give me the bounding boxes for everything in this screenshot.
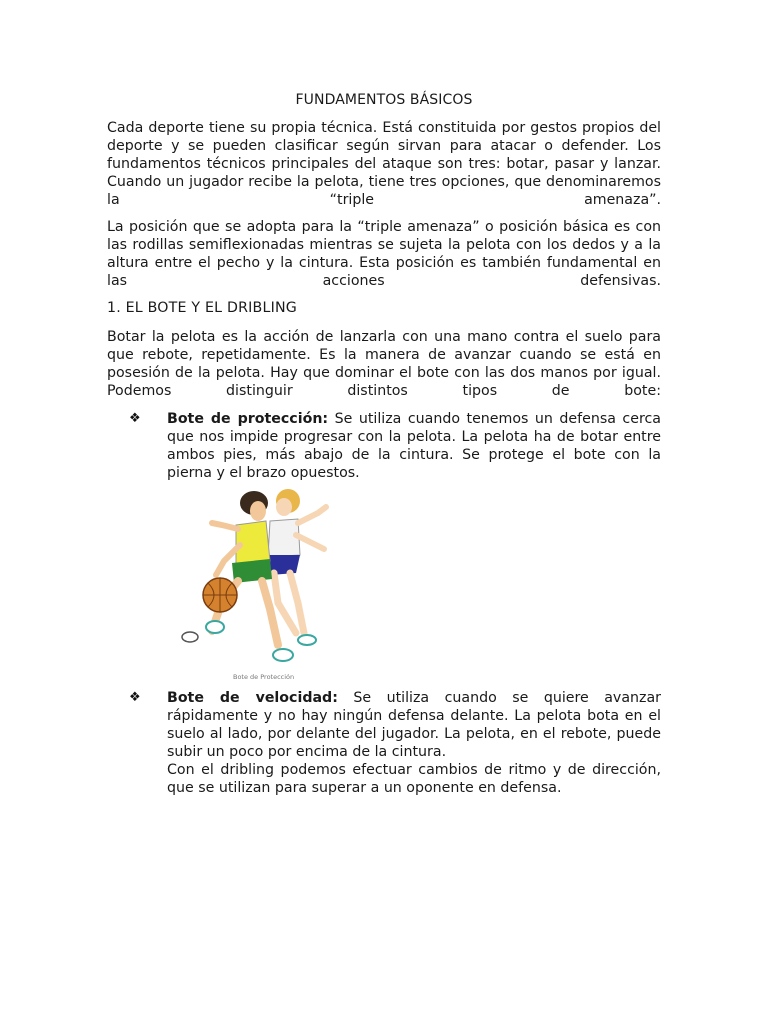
dribbling-paragraph: Botar la pelota es la acción de lanzarla con una mano contra el suelo para que rebote, repetidamente. Es la manera de avanzar cuando se está en posesión de la pelota. Hay que dominar el bote con las dos manos por igual. Podemos distinguir distintos tipos de bote: [107, 329, 661, 399]
item-text: Se utiliza cuando tenemos un defensa cerca que nos impide progresar con la pelota. La pelota ha de botar entre ambos pies, más abajo de la cintura. Se protege el bote con la pierna y el brazo opuestos. [167, 411, 661, 481]
player-shoe-back [182, 632, 198, 642]
item-term: Bote de velocidad: [167, 690, 338, 706]
player-arm-raised [212, 523, 238, 529]
defender-head [276, 498, 292, 516]
defender-shirt [268, 519, 300, 557]
player-shoe-left [206, 621, 224, 633]
player-head [250, 501, 266, 521]
item-extra-text: Con el dribling podemos efectuar cambios de ritmo y de dirección, que se utilizan para superar a un oponente en defensa. [167, 762, 661, 796]
defender-arm-side [296, 535, 324, 549]
item-term: Bote de protección: [167, 411, 329, 427]
section-heading: 1. EL BOTE Y EL DRIBLING [107, 300, 297, 316]
document-title: FUNDAMENTOS BÁSICOS [295, 92, 473, 108]
defender-shoe [298, 635, 316, 645]
figure-caption: Bote de Protección [233, 673, 295, 681]
bullet-diamond-icon: ❖ [129, 690, 141, 705]
list-item [167, 410, 661, 482]
basketball-illustration [166, 485, 334, 685]
item-text: Se utiliza cuando se quiere avanzar rápidamente y no hay ningún defensa delante. La pelota bota en el suelo al lado, por delante del jugador. La pelota, en el rebote, puede subir un poco por encima de la cintura. [167, 690, 661, 760]
basketball-seams [203, 578, 237, 612]
defender-arm-up [298, 507, 326, 523]
bullet-diamond-icon: ❖ [129, 411, 141, 426]
basketball-players-image [166, 485, 334, 685]
player-shoe-right [273, 649, 293, 661]
list-item [167, 689, 661, 797]
triple-threat-paragraph: La posición que se adopta para la “triple amenaza” o posición básica es con las rodillas semiflexionadas mientras se sujeta la pelota con los dedos y a la altura entre el pecho y la cintura. Esta posición es también fundamental en las acciones defensivas. [107, 219, 661, 289]
intro-paragraph: Cada deporte tiene su propia técnica. Está constituida por gestos propios del deporte y se pueden clasificar según sirvan para atacar o defender. Los fundamentos técnicos principales del ataque son tres: botar, pasar y lanzar. Cuando un jugador recibe la pelota, tiene tres opciones, que denominaremos la “triple amenaza”. [107, 120, 661, 208]
